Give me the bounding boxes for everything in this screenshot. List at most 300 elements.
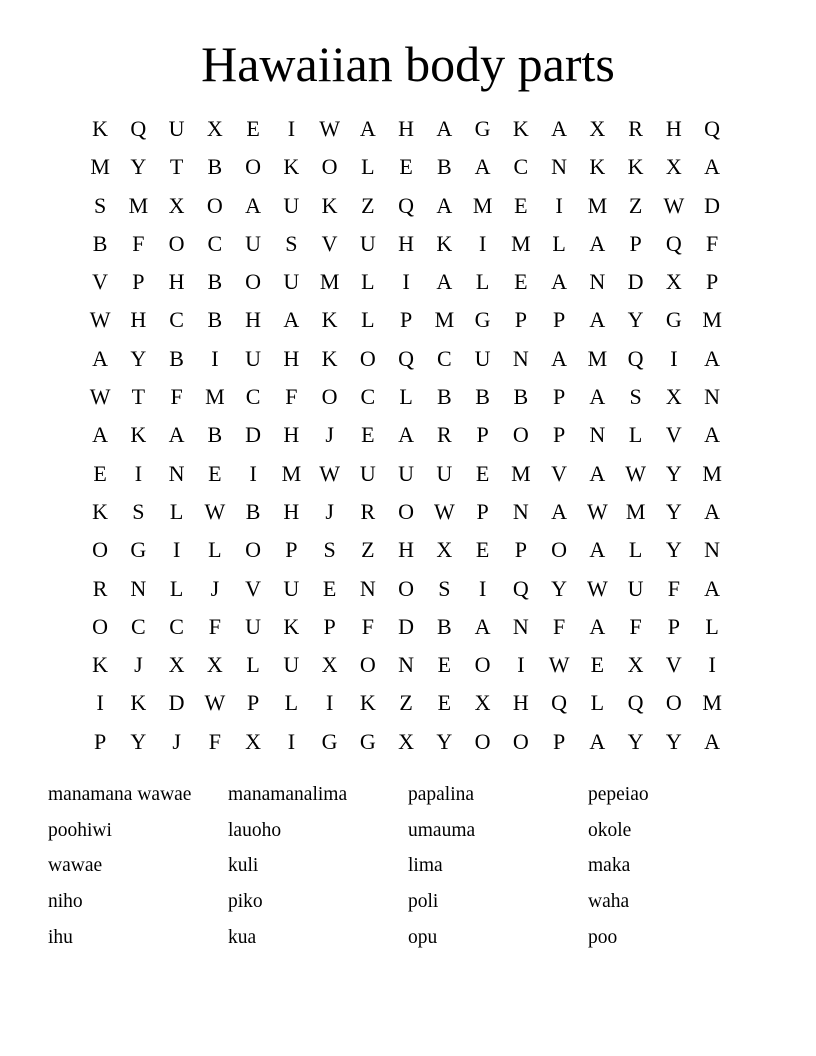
grid-letter: P <box>553 307 566 333</box>
grid-letter: L <box>246 652 260 678</box>
grid-letter: O <box>398 575 415 601</box>
grid-letter: D <box>245 422 262 448</box>
grid-letter: A <box>245 192 262 218</box>
grid-letter: A <box>589 613 606 639</box>
grid-letter: C <box>437 345 452 371</box>
grid-letter: R <box>360 498 376 524</box>
grid-letter: I <box>478 230 487 256</box>
grid-letter: B <box>513 384 529 410</box>
grid-letter: A <box>551 345 568 371</box>
grid-letter: A <box>704 345 721 371</box>
grid-letter: I <box>287 116 296 141</box>
grid-letter: N <box>512 613 529 639</box>
grid-letter: Y <box>130 345 147 371</box>
grid-letter: U <box>359 230 376 256</box>
grid-letter: P <box>285 537 298 563</box>
grid-letter: N <box>130 575 147 601</box>
grid-letter: E <box>93 460 107 486</box>
grid-row <box>81 531 731 569</box>
grid-letter: D <box>398 613 415 639</box>
grid-row <box>81 570 731 608</box>
grid-letter: A <box>359 116 376 141</box>
word-list-item: papalina <box>408 784 475 805</box>
word-list-item: poo <box>588 926 618 948</box>
grid-letter: Q <box>512 575 529 601</box>
grid-letter: F <box>361 613 374 639</box>
grid-letter: W <box>548 652 570 678</box>
grid-letter: Q <box>551 690 568 716</box>
grid-letter: Y <box>130 154 147 180</box>
grid-letter: B <box>437 384 452 410</box>
grid-letter: M <box>511 230 531 256</box>
grid-letter: E <box>361 422 375 448</box>
grid-letter: U <box>283 269 300 295</box>
grid-row <box>81 455 731 493</box>
grid-letter: O <box>168 230 185 256</box>
grid-letter: Q <box>398 192 415 218</box>
grid-letter: S <box>438 575 451 601</box>
grid-letter: H <box>283 345 300 371</box>
grid-letter: O <box>321 384 338 410</box>
grid-letter: A <box>704 422 721 448</box>
grid-letter: A <box>704 154 721 180</box>
grid-letter: U <box>359 460 376 486</box>
grid-row <box>81 187 731 225</box>
grid-letter: G <box>474 307 491 333</box>
grid-letter: G <box>321 728 338 754</box>
grid-letter: T <box>131 384 146 410</box>
grid-letter: H <box>398 537 415 563</box>
grid-letter: H <box>283 498 300 524</box>
grid-letter: C <box>131 613 146 639</box>
grid-letter: C <box>169 613 184 639</box>
grid-letter: U <box>283 192 300 218</box>
grid-letter: V <box>321 230 338 256</box>
grid-letter: O <box>206 192 223 218</box>
grid-letter: A <box>589 384 606 410</box>
grid-letter: C <box>169 307 184 333</box>
grid-letter: R <box>92 575 108 601</box>
word-list-item: kua <box>228 926 257 948</box>
grid-letter: L <box>628 422 643 448</box>
grid-row <box>81 340 731 378</box>
grid-letter: M <box>702 460 722 486</box>
word-list-item: waha <box>588 891 630 913</box>
word-list-item: lima <box>408 855 443 877</box>
grid-letter: P <box>476 498 489 524</box>
grid-letter: P <box>400 307 413 333</box>
grid-letter: W <box>586 498 608 524</box>
grid-letter: L <box>475 269 490 295</box>
grid-letter: R <box>628 116 643 141</box>
grid-letter: E <box>322 575 337 601</box>
grid-letter: I <box>172 537 181 563</box>
grid-letter: K <box>130 690 147 716</box>
grid-letter: V <box>92 269 109 295</box>
grid-letter: Q <box>704 116 721 141</box>
grid-letter: K <box>321 345 338 371</box>
grid-letter: M <box>281 460 302 486</box>
grid-letter: E <box>514 269 528 295</box>
grid-letter: P <box>553 728 566 754</box>
grid-letter: O <box>245 269 262 295</box>
grid-letter: O <box>398 498 415 524</box>
word-list-item: manamanalima <box>228 784 348 805</box>
grid-letter: L <box>361 269 375 295</box>
grid-letter: L <box>169 498 184 524</box>
grid-letter: U <box>283 575 300 601</box>
grid-letter: B <box>207 422 223 448</box>
grid-letter: H <box>168 269 185 295</box>
grid-letter: E <box>246 116 260 141</box>
grid-letter: X <box>245 728 262 754</box>
grid-letter: M <box>587 345 608 371</box>
grid-letter: P <box>132 269 145 295</box>
grid-letter: V <box>665 652 682 678</box>
grid-letter: V <box>551 460 568 486</box>
grid-letter: G <box>474 116 491 141</box>
grid-letter: R <box>437 422 452 448</box>
grid-letter: Y <box>551 575 568 601</box>
grid-letter: Q <box>665 230 682 256</box>
grid-letter: A <box>474 154 491 180</box>
grid-row <box>81 225 731 263</box>
grid-letter: X <box>474 690 491 716</box>
grid-letter: C <box>513 154 529 180</box>
grid-letter: O <box>321 154 338 180</box>
grid-letter: S <box>94 192 107 218</box>
grid-letter: A <box>589 307 606 333</box>
grid-letter: A <box>436 116 453 141</box>
grid-letter: L <box>705 613 719 639</box>
grid-letter: P <box>553 422 566 448</box>
grid-letter: Y <box>665 460 682 486</box>
grid-letter: G <box>665 307 682 333</box>
grid-letter: V <box>665 422 682 448</box>
grid-letter: M <box>90 154 110 180</box>
grid-letter: N <box>704 384 721 410</box>
grid-letter: J <box>210 575 220 601</box>
grid-letter: I <box>670 345 678 371</box>
grid-letter: Y <box>665 498 682 524</box>
grid-letter: C <box>207 230 223 256</box>
grid-letter: L <box>169 575 184 601</box>
word-list-item: umauma <box>408 819 476 841</box>
grid-letter: F <box>208 728 221 754</box>
grid-letter: O <box>512 728 529 754</box>
grid-letter: H <box>398 230 415 256</box>
word-list-item: lauoho <box>228 819 282 841</box>
grid-letter: X <box>665 269 682 295</box>
grid-letter: M <box>434 307 455 333</box>
grid-letter: A <box>283 307 300 333</box>
grid-letter: C <box>245 384 261 410</box>
grid-letter: A <box>436 192 453 218</box>
grid-letter: U <box>474 345 491 371</box>
grid-letter: Y <box>130 728 147 754</box>
grid-letter: Y <box>665 537 682 563</box>
grid-letter: B <box>207 154 223 180</box>
grid-letter: M <box>205 384 225 410</box>
grid-letter: E <box>208 460 222 486</box>
grid-letter: N <box>589 269 606 295</box>
grid-letter: H <box>283 422 300 448</box>
grid-letter: K <box>92 652 109 678</box>
grid-letter: P <box>94 728 107 754</box>
grid-letter: M <box>511 460 531 486</box>
grid-letter: O <box>551 537 568 563</box>
grid-letter: O <box>245 154 262 180</box>
grid-letter: L <box>552 230 566 256</box>
grid-letter: L <box>361 307 375 333</box>
grid-letter: K <box>92 498 109 524</box>
grid-letter: N <box>359 575 376 601</box>
grid-letter: F <box>667 575 680 601</box>
grid-letter: I <box>96 690 104 716</box>
grid-letter: J <box>325 498 334 524</box>
grid-letter: Z <box>628 192 643 218</box>
grid-letter: U <box>245 613 262 639</box>
grid-letter: E <box>590 652 605 678</box>
grid-letter: A <box>589 460 606 486</box>
grid-letter: O <box>474 728 491 754</box>
grid-letter: X <box>665 384 682 410</box>
grid-letter: G <box>130 537 147 563</box>
grid-letter: X <box>206 116 223 141</box>
grid-letter: M <box>702 307 722 333</box>
word-list <box>48 779 768 957</box>
grid-letter: D <box>627 269 644 295</box>
grid-row <box>81 416 731 454</box>
grid-letter: D <box>168 690 185 716</box>
grid-letter: H <box>245 307 262 333</box>
grid-letter: H <box>665 116 682 141</box>
word-list-item: manamana wawae <box>48 784 192 805</box>
word-list-item: opu <box>408 926 438 948</box>
grid-letter: X <box>398 728 415 754</box>
grid-letter: X <box>168 192 185 218</box>
grid-letter: K <box>436 230 453 256</box>
page-title: Hawaiian body parts <box>201 36 615 92</box>
grid-letter: W <box>204 498 226 524</box>
grid-letter: A <box>92 422 109 448</box>
grid-letter: I <box>325 690 334 716</box>
grid-letter: W <box>586 575 608 601</box>
grid-letter: I <box>249 460 257 486</box>
grid-letter: L <box>284 690 299 716</box>
word-list-item: maka <box>588 855 631 877</box>
grid-row <box>81 646 731 684</box>
grid-letter: A <box>589 728 606 754</box>
grid-letter: I <box>708 652 716 678</box>
grid-letter: P <box>706 269 719 295</box>
grid-letter: E <box>475 460 490 486</box>
grid-letter: I <box>211 345 219 371</box>
grid-letter: A <box>92 345 109 371</box>
word-list-item: ihu <box>48 926 73 948</box>
grid-letter: M <box>587 192 608 218</box>
grid-letter: N <box>512 498 529 524</box>
grid-letter: N <box>589 422 606 448</box>
grid-row <box>81 378 731 416</box>
grid-letter: J <box>134 652 143 678</box>
grid-letter: E <box>514 192 528 218</box>
grid-letter: L <box>361 154 375 180</box>
grid-letter: I <box>555 192 563 218</box>
grid-letter: Q <box>130 116 147 141</box>
grid-letter: A <box>589 230 606 256</box>
grid-letter: A <box>551 498 568 524</box>
grid-letter: O <box>359 345 376 371</box>
grid-letter: K <box>283 154 300 180</box>
grid-row <box>81 608 731 646</box>
grid-letter: S <box>132 498 145 524</box>
grid-letter: U <box>627 575 644 601</box>
grid-letter: Z <box>399 690 413 716</box>
grid-row <box>81 301 731 339</box>
grid-letter: B <box>92 230 108 256</box>
grid-letter: U <box>168 116 185 141</box>
grid-letter: X <box>206 652 223 678</box>
grid-letter: V <box>245 575 262 601</box>
grid-letter: A <box>551 269 568 295</box>
grid-letter: A <box>168 422 185 448</box>
grid-letter: W <box>89 307 111 333</box>
grid-letter: U <box>283 652 300 678</box>
grid-letter: O <box>474 652 491 678</box>
grid-letter: X <box>589 116 606 141</box>
grid-letter: K <box>589 154 606 180</box>
grid-letter: N <box>398 652 415 678</box>
grid-letter: O <box>359 652 376 678</box>
grid-row <box>81 723 731 761</box>
grid-letter: F <box>285 384 298 410</box>
word-list-item: niho <box>48 891 83 913</box>
grid-letter: I <box>134 460 143 486</box>
grid-row <box>81 493 731 531</box>
grid-letter: A <box>589 537 606 563</box>
grid-letter: B <box>169 345 184 371</box>
grid-letter: O <box>665 690 682 716</box>
grid-letter: M <box>472 192 493 218</box>
word-list-item: poli <box>408 891 439 913</box>
grid-letter: M <box>625 498 646 524</box>
grid-letter: M <box>128 192 149 218</box>
grid-letter: P <box>667 613 680 639</box>
grid-letter: U <box>245 230 262 256</box>
grid-letter: C <box>360 384 376 410</box>
word-list-item: kuli <box>228 855 259 877</box>
grid-letter: K <box>359 690 376 716</box>
grid-letter: I <box>402 269 410 295</box>
word-list-item: pepeiao <box>588 784 649 805</box>
grid-letter: H <box>512 690 529 716</box>
grid-letter: Y <box>627 728 644 754</box>
word-list-item: okole <box>588 819 632 841</box>
grid-letter: X <box>436 537 453 563</box>
grid-letter: X <box>665 154 682 180</box>
grid-letter: A <box>704 575 721 601</box>
grid-letter: W <box>433 498 455 524</box>
grid-letter: P <box>553 384 566 410</box>
grid-letter: O <box>92 613 109 639</box>
grid-row <box>81 110 731 148</box>
grid-letter: N <box>704 537 721 563</box>
grid-letter: F <box>706 230 719 256</box>
grid-letter: X <box>321 652 338 678</box>
grid-letter: F <box>170 384 183 410</box>
grid-letter: B <box>437 154 452 180</box>
grid-letter: X <box>627 652 644 678</box>
grid-letter: F <box>208 613 221 639</box>
word-list-item: wawae <box>48 855 103 877</box>
grid-letter: N <box>551 154 568 180</box>
grid-letter: B <box>207 307 223 333</box>
grid-letter: L <box>628 537 643 563</box>
grid-letter: Z <box>361 192 375 218</box>
grid-letter: N <box>168 460 185 486</box>
grid-letter: M <box>702 690 722 716</box>
word-list-item: piko <box>228 891 263 913</box>
letter-grid <box>81 110 731 761</box>
grid-letter: Q <box>627 690 644 716</box>
grid-letter: B <box>475 384 490 410</box>
grid-letter: Y <box>627 307 644 333</box>
grid-letter: B <box>207 269 223 295</box>
grid-letter: W <box>319 460 340 486</box>
grid-letter: O <box>245 537 262 563</box>
grid-letter: E <box>475 537 490 563</box>
grid-row <box>81 684 731 722</box>
grid-letter: T <box>169 154 184 180</box>
grid-letter: W <box>89 384 111 410</box>
grid-letter: K <box>321 307 338 333</box>
grid-letter: P <box>629 230 642 256</box>
grid-letter: L <box>208 537 222 563</box>
grid-letter: X <box>168 652 185 678</box>
grid-letter: B <box>437 613 452 639</box>
grid-letter: D <box>704 192 721 218</box>
grid-letter: I <box>517 652 525 678</box>
grid-letter: A <box>398 422 415 448</box>
grid-letter: M <box>319 269 340 295</box>
grid-letter: K <box>512 116 529 141</box>
grid-letter: E <box>437 652 452 678</box>
grid-row <box>81 263 731 301</box>
grid-letter: J <box>325 422 334 448</box>
grid-letter: A <box>704 498 721 524</box>
grid-letter: P <box>247 690 260 716</box>
grid-letter: F <box>553 613 566 639</box>
grid-letter: H <box>398 116 415 141</box>
grid-letter: Q <box>398 345 415 371</box>
grid-letter: A <box>704 728 721 754</box>
grid-letter: O <box>512 422 529 448</box>
grid-letter: A <box>551 116 568 141</box>
grid-letter: K <box>321 192 338 218</box>
grid-letter: E <box>399 154 413 180</box>
grid-letter: W <box>663 192 685 218</box>
grid-letter: P <box>323 613 336 639</box>
grid-letter: S <box>629 384 642 410</box>
grid-letter: F <box>629 613 642 639</box>
grid-letter: Y <box>436 728 453 754</box>
grid-letter: S <box>285 230 298 256</box>
grid-letter: U <box>398 460 415 486</box>
grid-letter: S <box>323 537 336 563</box>
grid-row <box>81 148 731 186</box>
grid-letter: U <box>245 345 262 371</box>
